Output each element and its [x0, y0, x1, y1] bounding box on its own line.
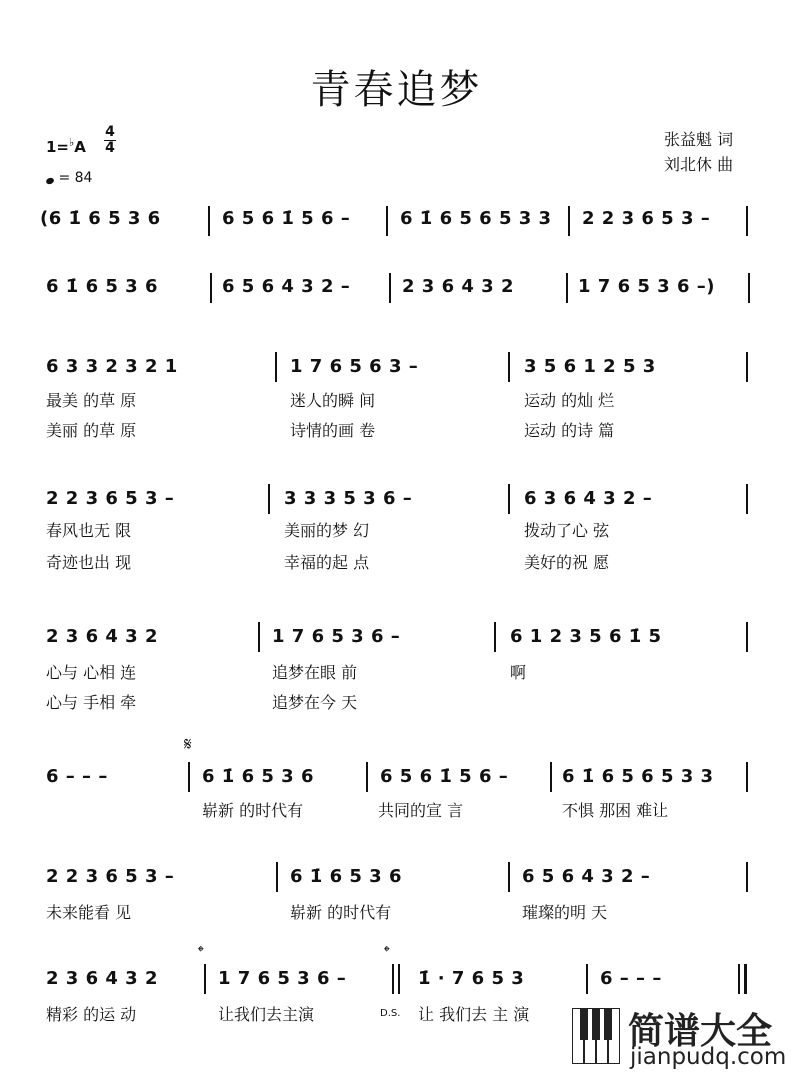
lyric-verse-2: 美丽 的草 原: [46, 421, 137, 440]
time-top: 4: [105, 124, 115, 140]
barline: [268, 484, 270, 514]
key-label: 1=: [46, 138, 70, 156]
composer: 刘北休 曲: [664, 155, 734, 174]
barline: [389, 273, 391, 303]
measure: 1̇ · 7 6 5 3: [418, 968, 525, 989]
lyric-verse-1: 璀璨的明 天: [522, 903, 608, 922]
segno-icon: 𝄋: [184, 734, 192, 755]
repeat-barline: [398, 964, 400, 994]
barline: [746, 862, 748, 892]
measure: (6 1̇ 6 5 3 6: [40, 208, 161, 229]
flat-symbol: ♭: [69, 136, 75, 149]
measure: 6 5 6 1̇ 5 6 –: [222, 208, 351, 229]
lyric-verse-1: 心与 心相 连: [46, 663, 137, 682]
coda-icon: 𝄌: [384, 942, 390, 961]
tempo-value: = 84: [58, 170, 93, 186]
lyric-verse-2: 追梦在今 天: [272, 693, 358, 712]
measure: 1 7 6 5 6 3 –: [290, 356, 419, 377]
lyric-verse-1: 美丽的梦 幻: [284, 521, 370, 540]
barline: [746, 484, 748, 514]
lyric-verse-1: 拨动了心 弦: [524, 521, 610, 540]
barline: [568, 206, 570, 236]
measure: 2 2 3 6 5 3 –: [46, 866, 175, 887]
barline: [566, 273, 568, 303]
barline: [494, 622, 496, 652]
lyric-verse-1: 迷人的瞬 间: [290, 391, 376, 410]
barline: [276, 862, 278, 892]
barline: [508, 484, 510, 514]
measure: 2 3 6 4 3 2: [402, 276, 514, 297]
barline: [508, 352, 510, 382]
quarter-note-icon: [45, 177, 55, 185]
lyric-verse-1: 春风也无 限: [46, 521, 132, 540]
barline: [746, 622, 748, 652]
barline: [208, 206, 210, 236]
lyric-verse-2: 心与 手相 牵: [46, 693, 137, 712]
lyricist: 张益魁 词: [664, 130, 734, 149]
watermark-url: jianpudq.com: [630, 1044, 787, 1070]
barline: [550, 762, 552, 792]
time-signature: [104, 125, 116, 156]
key-note: A: [74, 138, 86, 156]
measure: 6 1 2 3 5 6 1̇ 5: [510, 626, 662, 647]
barline: [204, 964, 206, 994]
measure: 6 1̇ 6 5 3 6: [202, 766, 314, 787]
lyric-verse-1: 运动 的灿 烂: [524, 391, 615, 410]
measure: 6 – – –: [46, 766, 108, 787]
measure: 6 5 6 1̇ 5 6 –: [380, 766, 509, 787]
song-title: 青春追梦: [310, 67, 483, 113]
barline: [275, 352, 277, 382]
lyric-verse-2: 美好的祝 愿: [524, 553, 610, 572]
measure: 2 3 6 4 3 2: [46, 626, 158, 647]
barline: [586, 964, 588, 994]
barline: [366, 762, 368, 792]
measure: 6 – – –: [600, 968, 662, 989]
watermark-name: 简谱大全: [628, 1011, 773, 1052]
lyric-verse-1: 共同的宣 言: [378, 801, 464, 820]
lyric-verse-1: 啊: [510, 663, 527, 682]
piano-keys-icon: [572, 1008, 620, 1064]
lyric-verse-1: 精彩 的运 动: [46, 1005, 137, 1024]
lyric-verse-2: 诗情的画 卷: [290, 421, 376, 440]
measure: 3 5 6 1 2 5 3: [524, 356, 656, 377]
final-barline: [744, 964, 747, 994]
measure: 2 3 6 4 3 2: [46, 968, 158, 989]
measure: 6 5 6 4 3 2 –: [222, 276, 351, 297]
measure: 6 1̇ 6 5 6 5 3 3: [562, 766, 714, 787]
lyric-verse-2: 运动 的诗 篇: [524, 421, 615, 440]
barline: [746, 352, 748, 382]
measure: 6 1̇ 6 5 6 5 3 3: [400, 208, 552, 229]
measure: 1 7 6 5 3 6 –): [578, 276, 715, 297]
lyric-verse-2: 幸福的起 点: [284, 553, 370, 572]
lyric-verse-1: 让 我们去 主 演: [418, 1005, 530, 1024]
lyric-verse-1: 最美 的草 原: [46, 391, 137, 410]
barline: [188, 762, 190, 792]
measure: 2 2 3 6 5 3 –: [46, 488, 175, 509]
barline: [746, 206, 748, 236]
measure: 6 1̇ 6 5 3 6: [290, 866, 402, 887]
tempo-mark: [46, 170, 92, 186]
measure: 2 2 3 6 5 3 –: [582, 208, 711, 229]
final-barline: [738, 964, 740, 994]
barline: [210, 273, 212, 303]
lyric-verse-1: 未来能看 见: [46, 903, 132, 922]
barline: [748, 273, 750, 303]
repeat-barline: [392, 964, 394, 994]
lyric-verse-1: 崭新 的时代有: [202, 801, 304, 820]
lyric-verse-1: 追梦在眼 前: [272, 663, 358, 682]
barline: [508, 862, 510, 892]
lyric-verse-1: 不惧 那困 难让: [562, 801, 669, 820]
lyric-verse-1: 让我们去主演: [218, 1005, 315, 1024]
measure: 6 1̇ 6 5 3 6: [46, 276, 158, 297]
barline: [386, 206, 388, 236]
measure: 6 3 3 2 3 2 1: [46, 356, 178, 377]
lyric-verse-2: 奇迹也出 现: [46, 553, 132, 572]
ds-marking: D.S.: [380, 1008, 401, 1019]
coda-icon: 𝄌: [198, 942, 204, 961]
measure: 3 3 3 5 3 6 –: [284, 488, 413, 509]
measure: 6 3 6 4 3 2 –: [524, 488, 653, 509]
barline: [746, 762, 748, 792]
lyric-verse-1: 崭新 的时代有: [290, 903, 392, 922]
key-signature: [46, 136, 86, 156]
measure: 1 7 6 5 3 6 –: [218, 968, 347, 989]
measure: 6 5 6 4 3 2 –: [522, 866, 651, 887]
barline: [258, 622, 260, 652]
time-bottom: 4: [105, 140, 115, 156]
measure: 1 7 6 5 3 6 –: [272, 626, 401, 647]
